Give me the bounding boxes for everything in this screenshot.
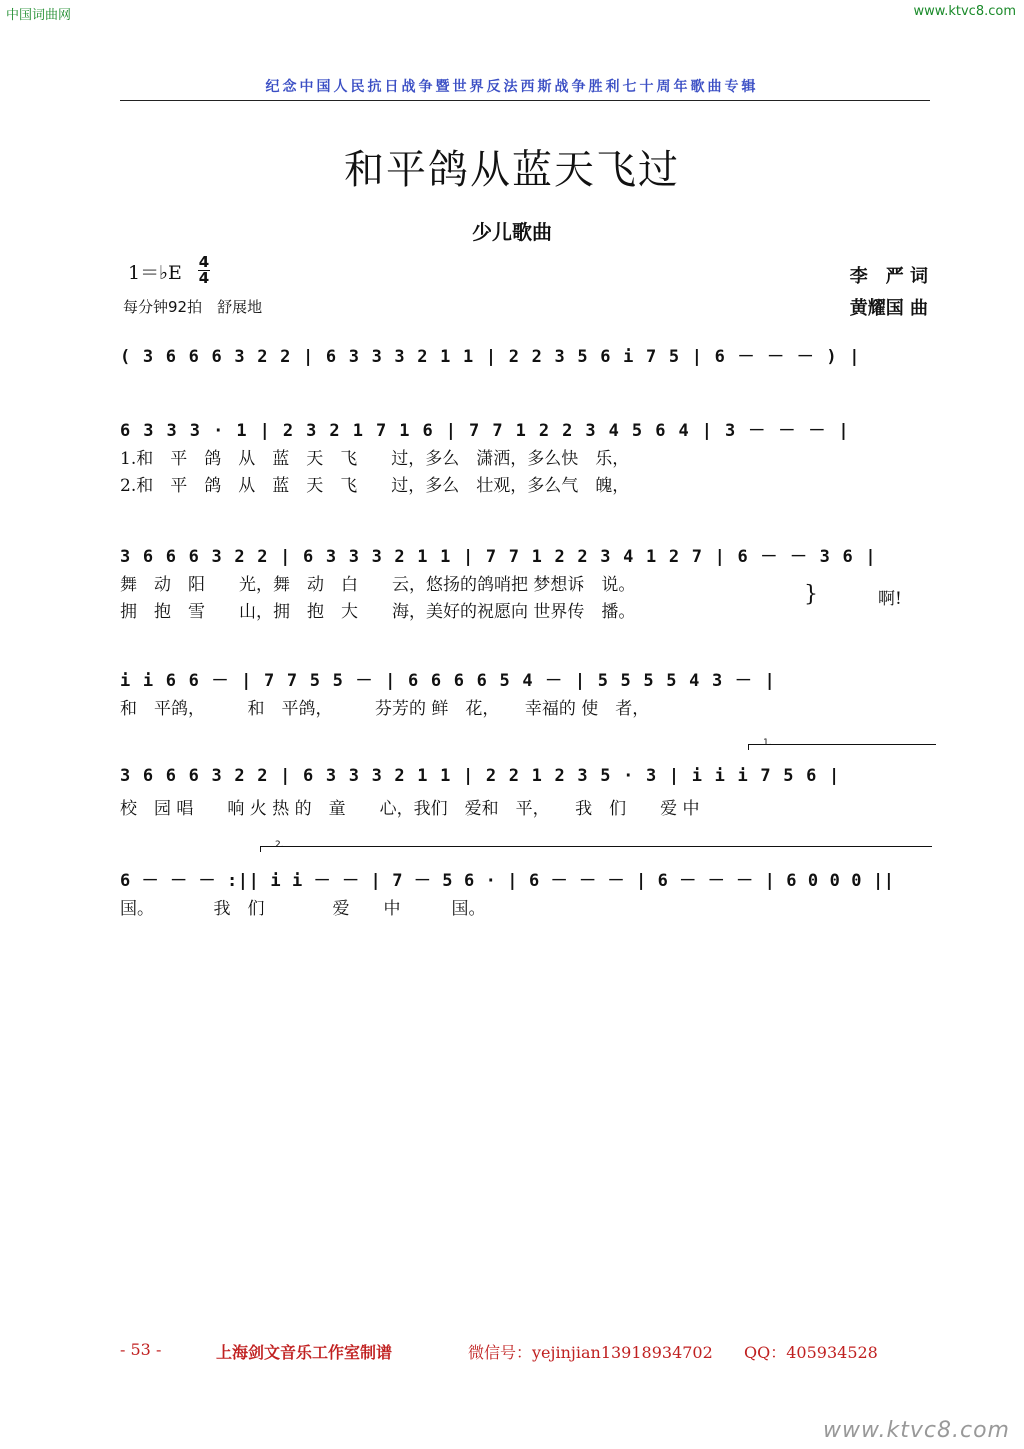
interjection-lyric: 啊! [878, 589, 902, 609]
site-name-left[interactable]: 中国词曲网 [6, 8, 72, 23]
header-rule [120, 100, 930, 101]
song-title: 和平鸽从蓝天飞过 [344, 147, 680, 193]
notation-line: ( 3 6 6 6 3 2 2 | 6 3 3 3 2 1 1 | 2 2 3 5 6 i 7 5 | 6 － － － ) | [120, 347, 861, 367]
time-signature [198, 255, 210, 286]
lyric-line-verse1: 舞 动 阳 光，舞 动 白 云，悠扬的鸽哨把 梦想诉 说。 [120, 575, 636, 595]
notation-line: 3 6 6 6 3 2 2 | 6 3 3 3 2 1 1 | 2 2 1 2 3 5 · 3 | i i i 7 5 6 | [120, 766, 841, 786]
second-ending-bracket [260, 840, 932, 852]
lyricist-credit: 李 严 词 [849, 266, 928, 287]
tempo-marking: 每分钟92拍 舒展地 [123, 298, 263, 316]
first-ending-label: 1. [763, 738, 772, 748]
lyric-line: 校 园 唱 响 火 热 的 童 心，我们 爱和 平， 我 们 爱 中 [120, 799, 700, 819]
studio-credit: 上海剑文音乐工作室制谱 [216, 1343, 393, 1362]
wechat-id: 微信号：yejinjian13918934702 [468, 1343, 713, 1362]
meter-bottom: 4 [198, 269, 210, 287]
key-signature: 1＝♭E [128, 262, 182, 284]
notation-line: 3 6 6 6 3 2 2 | 6 3 3 3 2 1 1 | 7 7 1 2 2 3 4 1 2 7 | 6 － － 3 6 | [120, 547, 877, 567]
song-subtitle: 少儿歌曲 [472, 220, 552, 244]
site-url-right[interactable]: www.ktvc8.com [913, 4, 1016, 19]
qq-number: QQ：405934528 [744, 1343, 878, 1362]
series-heading: 纪念中国人民抗日战争暨世界反法西斯战争胜利七十周年歌曲专辑 [265, 79, 759, 95]
meter-top: 4 [198, 253, 210, 271]
lyric-line: 和 平鸽， 和 平鸽， 芬芳的 鲜 花， 幸福的 使 者， [120, 699, 650, 719]
second-ending-label: 2. [275, 840, 284, 850]
lyric-line-verse2: 2.和 平 鸽 从 蓝 天 飞 过，多么 壮观，多么气 魄， [120, 476, 630, 496]
lyric-line-verse2: 拥 抱 雪 山，拥 抱 大 海，美好的祝愿向 世界传 播。 [120, 602, 636, 622]
page-number: - 53 - [120, 1340, 162, 1359]
notation-line: i i 6 6 － | 7 7 5 5 － | 6 6 6 6 5 4 － | 5 5 5 5 4 3 － | [120, 671, 776, 691]
lyric-line: 国。 我 们 爱 中 国。 [120, 899, 486, 919]
first-ending-bracket [748, 738, 936, 750]
watermark-url[interactable]: www.ktvc8.com [822, 1418, 1010, 1443]
lyric-line-verse1: 1.和 平 鸽 从 蓝 天 飞 过，多么 潇洒，多么快 乐， [120, 449, 630, 469]
composer-credit: 黄耀国 曲 [849, 298, 928, 319]
notation-line: 6 3 3 3 · 1 | 2 3 2 1 7 1 6 | 7 7 1 2 2 3 4 5 6 4 | 3 － － － | [120, 421, 851, 441]
brace-symbol: } [804, 582, 818, 607]
notation-line: 6 － － － :|| i i － － | 7 － 5 6 · | 6 － － － | 6 － － － | 6 0 0 0 || [120, 871, 895, 891]
